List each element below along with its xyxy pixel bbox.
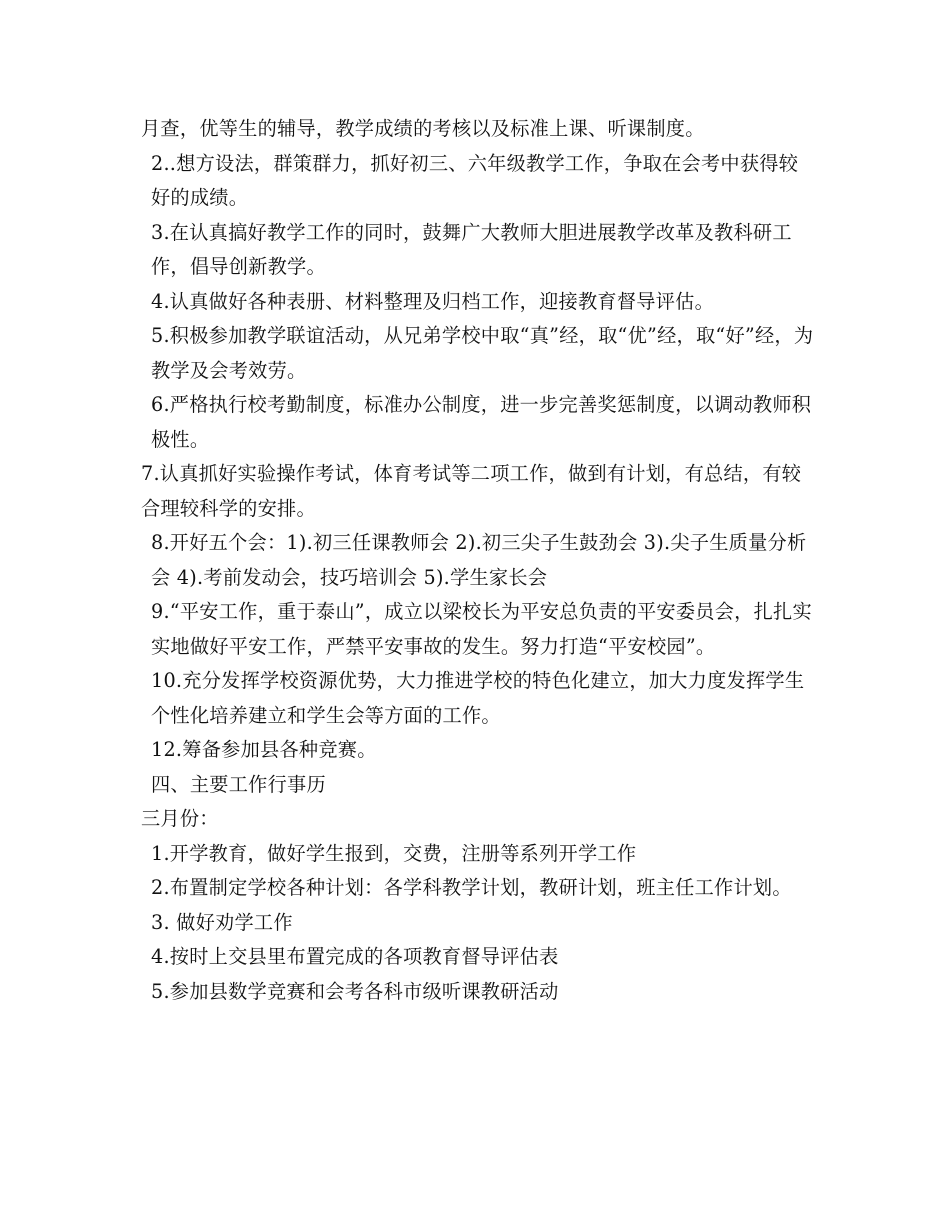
paragraph-3: 3.在认真搞好教学工作的同时，鼓舞广大教师大胆进展教学改革及教科研工作，倡导创新教学。 [151, 220, 792, 278]
paragraph-15: 2.布置制定学校各种计划：各学科教学计划，教研计划，班主任工作计划。 [151, 876, 792, 899]
document-body [141, 112, 817, 1009]
paragraph-16: 3. 做好劝学工作 [151, 910, 293, 934]
paragraph-4: 4.认真做好各种表册、材料整理及归档工作，迎接教育督导评估。 [151, 289, 715, 313]
paragraph-18: 5.参加县数学竞赛和会考各科市级听课教研活动 [151, 979, 559, 1003]
month-heading: 三月份： [141, 807, 219, 830]
paragraph-8: 8.开好五个会：1).初三任课教师会 2).初三尖子生鼓劲会 3).尖子生质量分析会 4).考前发动会，技巧培训会 5).学生家长会 [151, 531, 807, 589]
paragraph-14: 1.开学教育，做好学生报到，交费，注册等系列开学工作 [151, 841, 637, 865]
paragraph-2: 2..想方设法，群策群力，抓好初三、六年级教学工作，争取在会考中获得较好的成绩。 [151, 151, 799, 209]
paragraph-17: 4.按时上交县里布置完成的各项教育督导评估表 [151, 945, 559, 968]
section-heading: 四、主要工作行事历 [151, 772, 326, 796]
paragraph-11: 12.筹备参加县各种竞赛。 [151, 738, 377, 761]
paragraph-1: 月查，优等生的辅导，教学成绩的考核以及标准上课、听课制度。 [141, 117, 705, 140]
paragraph-6: 6.严格执行校考勤制度，标准办公制度，进一步完善奖惩制度，以调动教师积极性。 [151, 393, 812, 451]
paragraph-7: 7.认真抓好实验操作考试，体育考试等二项工作，做到有计划，有总结，有较合理较科学的安排。 [141, 462, 802, 520]
paragraph-5: 5.积极参加教学联谊活动，从兄弟学校中取“真”经，取“优”经，取“好”经，为教学及会考效劳。 [151, 324, 814, 382]
paragraph-9: 9.“平安工作，重于泰山”，成立以梁校长为平安总负责的平安委员会，扎扎实实地做好平安工作，严禁平安事故的发生。努力打造“平安校园”。 [151, 600, 812, 658]
paragraph-10: 10.充分发挥学校资源优势，大力推进学校的特色化建立，加大力度发挥学生个性化培养建立和学生会等方面的工作。 [151, 669, 805, 727]
